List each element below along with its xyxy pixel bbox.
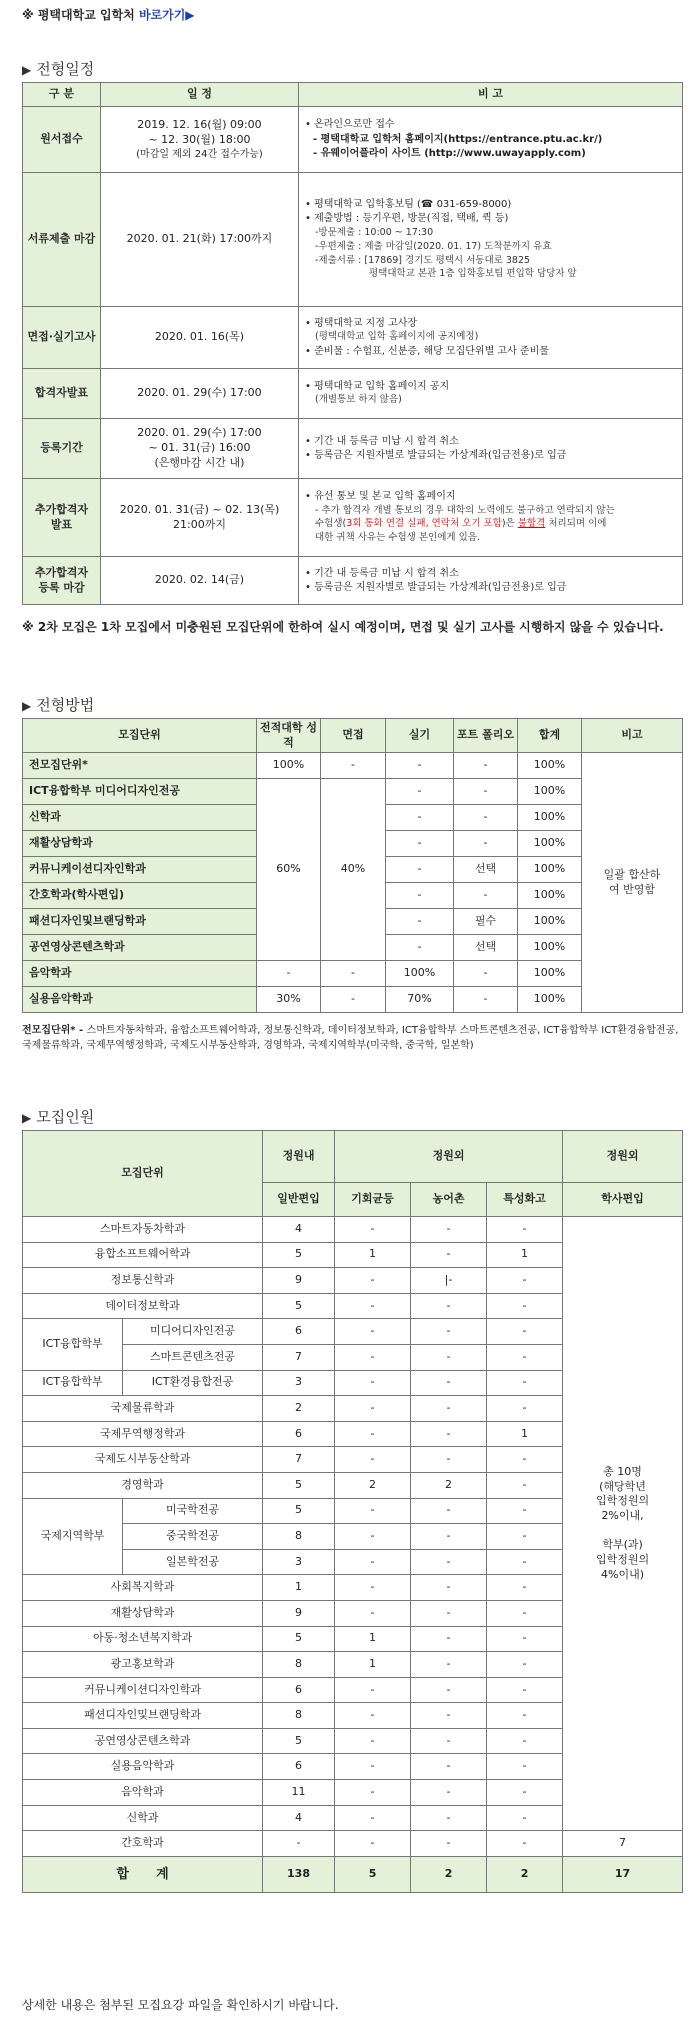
row-label: 추가합격자 xyxy=(34,502,89,516)
cell: - xyxy=(335,1217,411,1243)
cell: 100% xyxy=(518,857,582,883)
unit-name: 신학과 xyxy=(23,1805,263,1831)
group-name: ICT융합학부 xyxy=(23,1370,123,1396)
quota-table xyxy=(22,1130,683,1893)
cell: 1 xyxy=(487,1421,563,1447)
cell: - xyxy=(335,1498,411,1524)
cell: - xyxy=(487,1677,563,1703)
cell: 30% xyxy=(257,987,321,1013)
unit-name: 음악학과 xyxy=(23,1780,263,1806)
cell: 100% xyxy=(518,779,582,805)
cell: - xyxy=(487,1652,563,1678)
cell: - xyxy=(487,1319,563,1345)
cell: - xyxy=(263,1831,335,1857)
col-header: 일반편입 xyxy=(263,1183,335,1217)
top-notice-text: ※ 평택대학교 입학처 xyxy=(22,8,139,22)
note-line: • 기간 내 등록금 미납 시 합격 취소 xyxy=(305,567,459,579)
cell: - xyxy=(487,1626,563,1652)
cell: 1 xyxy=(335,1242,411,1268)
cell: 선택 xyxy=(454,857,518,883)
cell: 1 xyxy=(335,1652,411,1678)
cell: 5 xyxy=(263,1242,335,1268)
unit-name: 정보통신학과 xyxy=(23,1268,263,1294)
cell: 100% xyxy=(518,753,582,779)
unit-name: 음악학과 xyxy=(23,961,257,987)
note-line: • 유선 통보 및 본교 입학 홈페이지 xyxy=(305,491,456,503)
note-line: 4%이내) xyxy=(601,1567,645,1581)
cell: 7 xyxy=(563,1831,683,1857)
col-header: 비 고 xyxy=(299,83,683,107)
total-cell: 2 xyxy=(411,1856,487,1892)
cell: - xyxy=(321,961,386,987)
unit-name: 실용음악학과 xyxy=(23,987,257,1013)
top-notice xyxy=(22,6,195,23)
note-line: 입학정원의 xyxy=(595,1494,650,1508)
unit-name: 광고홍보학과 xyxy=(23,1652,263,1678)
schedule-table xyxy=(22,82,683,605)
row-label: 서류제출 마감 xyxy=(23,173,101,307)
cell: 100% xyxy=(518,961,582,987)
cell: - xyxy=(411,1831,487,1857)
cell: 2 xyxy=(335,1472,411,1498)
cell: 1 xyxy=(487,1242,563,1268)
note-line: -제출서류 : [17869] 경기도 평택시 서동대로 3825 xyxy=(315,254,531,266)
unit-name: 아동·청소년복지학과 xyxy=(23,1626,263,1652)
footer-note: 상세한 내용은 첨부된 모집요강 파일을 확인하시기 바랍니다. xyxy=(22,1998,339,2012)
date-text: ~ 01. 31(금) 16:00 xyxy=(148,441,251,455)
note-line: (개별통보 하지 않음) xyxy=(315,394,402,406)
note-line: • 온라인으로만 접수 xyxy=(305,119,395,131)
cell: 70% xyxy=(386,987,454,1013)
unit-name: 전모집단위* xyxy=(23,753,257,779)
date-text: 2020. 01. 16(목) xyxy=(101,307,299,369)
unit-name: 재활상담학과 xyxy=(23,831,257,857)
col-header: 농어촌 xyxy=(411,1183,487,1217)
cell: 6 xyxy=(263,1754,335,1780)
cell: - xyxy=(411,1396,487,1422)
date-text: 2020. 02. 14(금) xyxy=(101,557,299,605)
cell: - xyxy=(335,1780,411,1806)
col-header: 포트 폴리오 xyxy=(454,719,518,753)
unit-name: 중국학전공 xyxy=(123,1524,263,1550)
total-cell: 138 xyxy=(263,1856,335,1892)
cell: 5 xyxy=(263,1626,335,1652)
cell: - xyxy=(386,935,454,961)
row-label: 면접·실기고사 xyxy=(23,307,101,369)
cell: - xyxy=(454,987,518,1013)
note-line: -방문제출 : 10:00 ~ 17:30 xyxy=(315,226,434,238)
cell: - xyxy=(454,961,518,987)
cell: - xyxy=(335,1831,411,1857)
cell: - xyxy=(335,1575,411,1601)
note-line: 총 10명 xyxy=(603,1464,642,1478)
cell: 3 xyxy=(263,1549,335,1575)
cell: - xyxy=(487,1805,563,1831)
note-line: 평택대학교 본관 1층 입학홍보팀 편입학 담당자 앞 xyxy=(369,268,577,280)
col-header: 정원외 xyxy=(563,1131,683,1183)
cell: 6 xyxy=(263,1677,335,1703)
table-row xyxy=(23,1217,683,1243)
cell: - xyxy=(487,1728,563,1754)
cell: - xyxy=(411,1677,487,1703)
date-text: (마감일 제외 24간 접수가능) xyxy=(136,148,263,160)
cell: 11 xyxy=(263,1780,335,1806)
col-header: 정원내 xyxy=(263,1131,335,1183)
cell: 8 xyxy=(263,1652,335,1678)
unit-name: ICT융합학부 미디어디자인전공 xyxy=(23,779,257,805)
cell: - xyxy=(487,1754,563,1780)
note-line: • 등록금은 지원자별로 발급되는 가상계좌(입금전용)로 입금 xyxy=(305,450,567,461)
bachelor-transfer-note xyxy=(563,1217,683,1831)
cell: - xyxy=(487,1600,563,1626)
cell: 3 xyxy=(263,1370,335,1396)
cell: - xyxy=(411,1319,487,1345)
unit-name: 스마트자동차학과 xyxy=(23,1217,263,1243)
col-header: 비고 xyxy=(582,719,683,753)
cell: - xyxy=(335,1728,411,1754)
note-line: • 제출방법 : 등기우편, 방문(직접, 택배, 퀵 등) xyxy=(305,213,509,225)
cell: - xyxy=(454,883,518,909)
all-units-note xyxy=(22,1024,682,1053)
cell: - xyxy=(411,1344,487,1370)
note-line: 대한 귀책 사유는 수험생 본인에게 있음. xyxy=(315,532,480,544)
note-line: • 평택대학교 지정 고사장 xyxy=(305,317,418,329)
cell: - xyxy=(487,1344,563,1370)
col-header: 모집단위 xyxy=(23,719,257,753)
cell: 40% xyxy=(321,779,386,961)
cell: 6 xyxy=(263,1319,335,1345)
triangle-icon: ▶ xyxy=(22,699,32,713)
cell: 9 xyxy=(263,1600,335,1626)
cell: - xyxy=(487,1447,563,1473)
section-title-text: 모집인원 xyxy=(36,1108,95,1126)
cell: - xyxy=(411,1293,487,1319)
total-label: 합 계 xyxy=(23,1856,263,1892)
cell: 100% xyxy=(518,883,582,909)
unit-name: 간호학과 xyxy=(23,1831,263,1857)
cell: - xyxy=(335,1268,411,1294)
note-line: • 평택대학교 입학 홈페이지 공지 xyxy=(305,380,450,392)
col-header: 모집단위 xyxy=(23,1131,263,1217)
cell: - xyxy=(411,1447,487,1473)
cell: 60% xyxy=(257,779,321,961)
cell: 8 xyxy=(263,1703,335,1729)
group-name: ICT융합학부 xyxy=(23,1319,123,1370)
cell: - xyxy=(411,1652,487,1678)
unit-name: 일본학전공 xyxy=(123,1549,263,1575)
total-row xyxy=(23,1856,683,1892)
section-title-text: 전형일정 xyxy=(36,60,95,78)
cell: - xyxy=(335,1600,411,1626)
cell: - xyxy=(411,1780,487,1806)
cell: - xyxy=(454,831,518,857)
unit-name: 실용음악학과 xyxy=(23,1754,263,1780)
cell: - xyxy=(411,1703,487,1729)
unit-name: 간호학과(학사편입) xyxy=(23,883,257,909)
cell: - xyxy=(335,1677,411,1703)
cell: - xyxy=(411,1498,487,1524)
cell: 2 xyxy=(411,1472,487,1498)
cell: - xyxy=(487,1370,563,1396)
cell: 100% xyxy=(518,805,582,831)
cell: 8 xyxy=(263,1524,335,1550)
cell: 100% xyxy=(257,753,321,779)
cell: - xyxy=(386,805,454,831)
unit-name: 신학과 xyxy=(23,805,257,831)
col-header: 면접 xyxy=(321,719,386,753)
note-line: (평택대학교 입학 홈페이지에 공지예정) xyxy=(315,331,479,343)
unit-name: 미국학전공 xyxy=(123,1498,263,1524)
cell: - xyxy=(386,779,454,805)
date-text: 2020. 01. 29(수) 17:00 xyxy=(137,426,262,440)
cell: - xyxy=(411,1575,487,1601)
cell: 5 xyxy=(263,1472,335,1498)
cell: - xyxy=(411,1600,487,1626)
row-label: 원서접수 xyxy=(23,107,101,173)
cell: - xyxy=(335,1703,411,1729)
note-line: • 평택대학교 입학홍보팀 (☎ 031-659-8000) xyxy=(305,198,512,210)
section-title-text: 전형방법 xyxy=(36,696,95,714)
section-title-quota xyxy=(22,1106,94,1127)
cell: - xyxy=(411,1754,487,1780)
cell: - xyxy=(411,1421,487,1447)
cell: 5 xyxy=(263,1728,335,1754)
cell: - xyxy=(335,1396,411,1422)
cell: - xyxy=(335,1447,411,1473)
section-title-method xyxy=(22,694,94,715)
cell: 6 xyxy=(263,1421,335,1447)
note-line: 입학정원의 xyxy=(595,1552,650,1566)
note-line: • 등록금은 지원자별로 발급되는 가상계좌(입금전용)로 입금 xyxy=(305,582,567,593)
cell: - xyxy=(487,1703,563,1729)
unit-name: 경영학과 xyxy=(23,1472,263,1498)
cell: 1 xyxy=(335,1626,411,1652)
unit-name: 공연영상콘텐츠학과 xyxy=(23,935,257,961)
unit-name: 데이터정보학과 xyxy=(23,1293,263,1319)
note-line: -우편제출 : 제출 마감일(2020. 01. 17) 도착분까지 유효 xyxy=(315,240,552,252)
col-header: 학사편입 xyxy=(563,1183,683,1217)
cell: 필수 xyxy=(454,909,518,935)
cell: 100% xyxy=(518,831,582,857)
note-line: (해당학년 xyxy=(599,1479,646,1493)
cell: 4 xyxy=(263,1217,335,1243)
cell: 선택 xyxy=(454,935,518,961)
col-header: 기회균등 xyxy=(335,1183,411,1217)
cell: - xyxy=(386,883,454,909)
cell: - xyxy=(386,753,454,779)
cell: - xyxy=(411,1242,487,1268)
row-label: 발표 xyxy=(50,517,73,531)
unit-name: 스마트콘텐츠전공 xyxy=(123,1344,263,1370)
cell: - xyxy=(335,1524,411,1550)
cell: - xyxy=(386,831,454,857)
note-line: - 추가 합격자 개별 통보의 경우 대학의 노력에도 불구하고 연락되지 않는 xyxy=(315,504,615,516)
note-line: 학부(과) xyxy=(602,1538,643,1552)
note-line: 2%이내, xyxy=(601,1509,644,1523)
col-header: 일 정 xyxy=(101,83,299,107)
note-line: • 준비물 : 수험표, 신분증, 해당 모집단위별 고사 준비물 xyxy=(305,345,549,357)
unit-name: 커뮤니케이션디자인학과 xyxy=(23,1677,263,1703)
cell: |- xyxy=(411,1268,487,1294)
unit-name: 국제도시부동산학과 xyxy=(23,1447,263,1473)
cell: - xyxy=(487,1524,563,1550)
cell: 5 xyxy=(263,1293,335,1319)
cell: - xyxy=(411,1217,487,1243)
cell: - xyxy=(335,1805,411,1831)
total-cell: 2 xyxy=(487,1856,563,1892)
cell: 5 xyxy=(263,1498,335,1524)
date-text: 2020. 01. 31(금) ~ 02. 13(목) xyxy=(119,502,280,516)
col-header: 구 분 xyxy=(23,83,101,107)
cell: - xyxy=(411,1524,487,1550)
note-line: 수험생(3회 통화 연결 실패, 연락처 오기 포함)은 불합격 처리되며 이에 xyxy=(315,518,607,530)
remark-cell: 일괄 합산하여 반영함 xyxy=(582,753,683,1013)
col-header: 실기 xyxy=(386,719,454,753)
cell: - xyxy=(335,1293,411,1319)
row-label: 합격자발표 xyxy=(23,369,101,419)
cell: - xyxy=(487,1396,563,1422)
all-units-text: 스마트자동차학과, 융합소프트웨어학과, 정보통신학과, 데이터정보학과, ICT융합학부 스마트콘텐츠전공, ICT융합학부 ICT환경융합전공, 국제물류학과, 국제무역행정학과, 국제도시부동산학과, 경영학과, 국제지역학부(미국학, 중국학, 일본학) xyxy=(22,1025,679,1051)
cell: - xyxy=(487,1498,563,1524)
cell: - xyxy=(487,1780,563,1806)
cell: - xyxy=(321,753,386,779)
date-text: 2020. 01. 21(화) 17:00까지 xyxy=(101,173,299,307)
cell: - xyxy=(335,1370,411,1396)
unit-name: 패션디자인및브랜딩학과 xyxy=(23,1703,263,1729)
date-text: ~ 12. 30(월) 18:00 xyxy=(148,132,251,146)
second-round-note: ※ 2차 모집은 1차 모집에서 미충원된 모집단위에 한하여 실시 예정이며, 면접 및 실기 고사를 시행하지 않을 수 있습니다. xyxy=(22,620,664,634)
cell: - xyxy=(335,1319,411,1345)
cell: - xyxy=(454,779,518,805)
cell: - xyxy=(411,1626,487,1652)
date-text: 2020. 01. 29(수) 17:00 xyxy=(101,369,299,419)
section-title-schedule xyxy=(22,58,94,79)
cell: - xyxy=(454,753,518,779)
total-cell: 17 xyxy=(563,1856,683,1892)
unit-name: ICT환경융합전공 xyxy=(123,1370,263,1396)
row-label: 등록기간 xyxy=(23,419,101,479)
cell: - xyxy=(321,987,386,1013)
cell: - xyxy=(454,805,518,831)
cell: - xyxy=(487,1268,563,1294)
cell: 2 xyxy=(263,1396,335,1422)
unit-name: 패션디자인및브랜딩학과 xyxy=(23,909,257,935)
col-header: 전적대학 성적 xyxy=(257,719,321,753)
unit-name: 국제무역행정학과 xyxy=(23,1421,263,1447)
unit-name: 재활상담학과 xyxy=(23,1600,263,1626)
cell: - xyxy=(487,1217,563,1243)
col-header: 합계 xyxy=(518,719,582,753)
cell: - xyxy=(411,1728,487,1754)
unit-name: 커뮤니케이션디자인학과 xyxy=(23,857,257,883)
triangle-icon: ▶ xyxy=(22,1111,32,1125)
cell: - xyxy=(487,1831,563,1857)
date-text: 21:00까지 xyxy=(173,517,226,531)
cell: 1 xyxy=(263,1575,335,1601)
cell: 7 xyxy=(263,1447,335,1473)
total-cell: 5 xyxy=(335,1856,411,1892)
method-table xyxy=(22,718,683,1013)
all-units-label: 전모집단위* - xyxy=(22,1025,87,1036)
cell: 100% xyxy=(386,961,454,987)
cell: - xyxy=(335,1344,411,1370)
cell: - xyxy=(487,1549,563,1575)
cell: 4 xyxy=(263,1805,335,1831)
homepage-link[interactable]: - 평택대학교 입학처 홈페이지(https://entrance.ptu.ac.kr/) xyxy=(313,133,603,145)
date-text: (은행마감 시간 내) xyxy=(154,455,245,469)
cell: - xyxy=(487,1293,563,1319)
date-text: 2019. 12. 16(월) 09:00 xyxy=(137,117,262,131)
cell: 100% xyxy=(518,909,582,935)
cell: - xyxy=(386,909,454,935)
shortcut-link[interactable]: 바로가기▶ xyxy=(138,8,195,22)
triangle-icon: ▶ xyxy=(22,63,32,77)
unit-name: 사회복지학과 xyxy=(23,1575,263,1601)
cell: - xyxy=(335,1549,411,1575)
cell: 100% xyxy=(518,935,582,961)
cell: - xyxy=(411,1805,487,1831)
unit-name: 공연영상콘텐츠학과 xyxy=(23,1728,263,1754)
cell: - xyxy=(411,1370,487,1396)
col-header: 정원외 xyxy=(335,1131,563,1183)
uway-link[interactable]: - 유웨이어플라이 사이트 (http://www.uwayapply.com) xyxy=(313,148,586,160)
group-name: 국제지역학부 xyxy=(23,1498,123,1575)
col-header: 특성화고 xyxy=(487,1183,563,1217)
cell: - xyxy=(335,1421,411,1447)
cell: 7 xyxy=(263,1344,335,1370)
cell: - xyxy=(411,1549,487,1575)
cell: - xyxy=(487,1575,563,1601)
cell: - xyxy=(386,857,454,883)
cell: - xyxy=(335,1754,411,1780)
row-label: 추가합격자 xyxy=(34,565,89,579)
cell: - xyxy=(257,961,321,987)
cell: 100% xyxy=(518,987,582,1013)
table-row xyxy=(23,1831,683,1857)
unit-name: 융합소프트웨어학과 xyxy=(23,1242,263,1268)
cell: 9 xyxy=(263,1268,335,1294)
note-line: • 기간 내 등록금 미납 시 합격 취소 xyxy=(305,435,459,447)
cell: - xyxy=(487,1472,563,1498)
unit-name: 국제물류학과 xyxy=(23,1396,263,1422)
unit-name: 미디어디자인전공 xyxy=(123,1319,263,1345)
row-label: 등록 마감 xyxy=(38,580,85,594)
